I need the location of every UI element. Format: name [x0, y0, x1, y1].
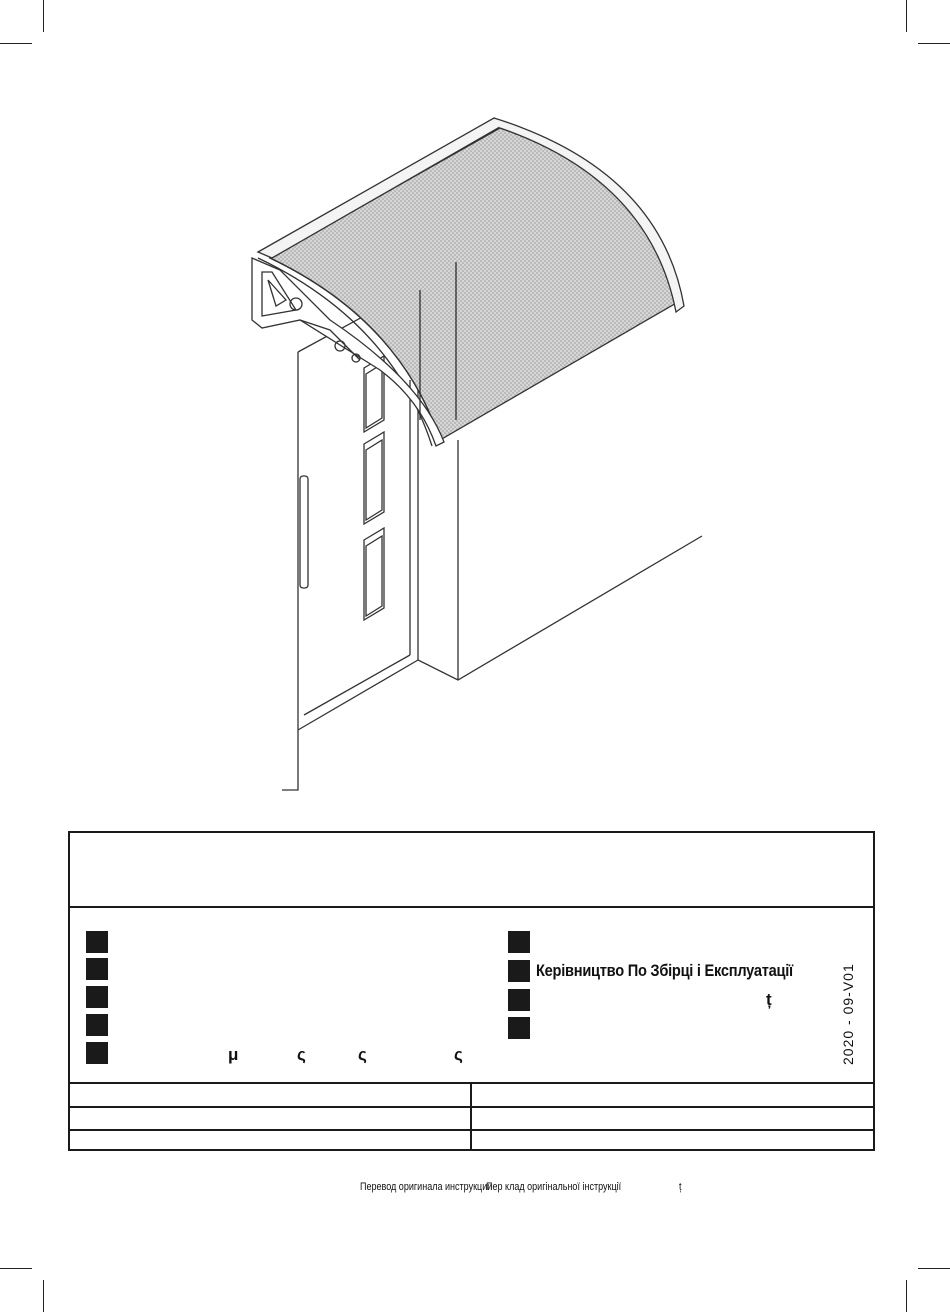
version-code: 2020 - 09-V01 [840, 963, 856, 1065]
language-badge [508, 1017, 530, 1039]
manual-title-ukrainian: Керівництво По Збірці і Експлуатації [536, 961, 793, 980]
language-badge [86, 986, 108, 1008]
language-badge [86, 931, 108, 953]
language-badge [86, 958, 108, 980]
language-badge [508, 931, 530, 953]
language-badge [508, 989, 530, 1011]
greek-glyph: μ [228, 1045, 239, 1064]
canopy-sheet [270, 128, 678, 440]
crop-mark [918, 1268, 950, 1269]
language-badge [86, 1014, 108, 1036]
footer-translation-ru: Перевод оригинала инструкции [360, 1181, 493, 1193]
greek-glyph: ς [454, 1045, 463, 1064]
greek-glyph: ς [358, 1045, 367, 1064]
header-divider [70, 906, 873, 908]
crop-mark [906, 1280, 907, 1312]
footer-translation-ua: Пер клад оригінальної інструкції [486, 1181, 622, 1193]
language-badge [508, 960, 530, 982]
romanian-glyph: ț [766, 990, 772, 1009]
crop-mark [43, 1280, 44, 1312]
title-panel [68, 831, 875, 1151]
footer-glyph: ț [679, 1181, 682, 1193]
crop-mark [0, 1268, 32, 1269]
greek-glyph: ς [297, 1045, 306, 1064]
language-badge [86, 1042, 108, 1064]
grid-divider [470, 1082, 472, 1151]
